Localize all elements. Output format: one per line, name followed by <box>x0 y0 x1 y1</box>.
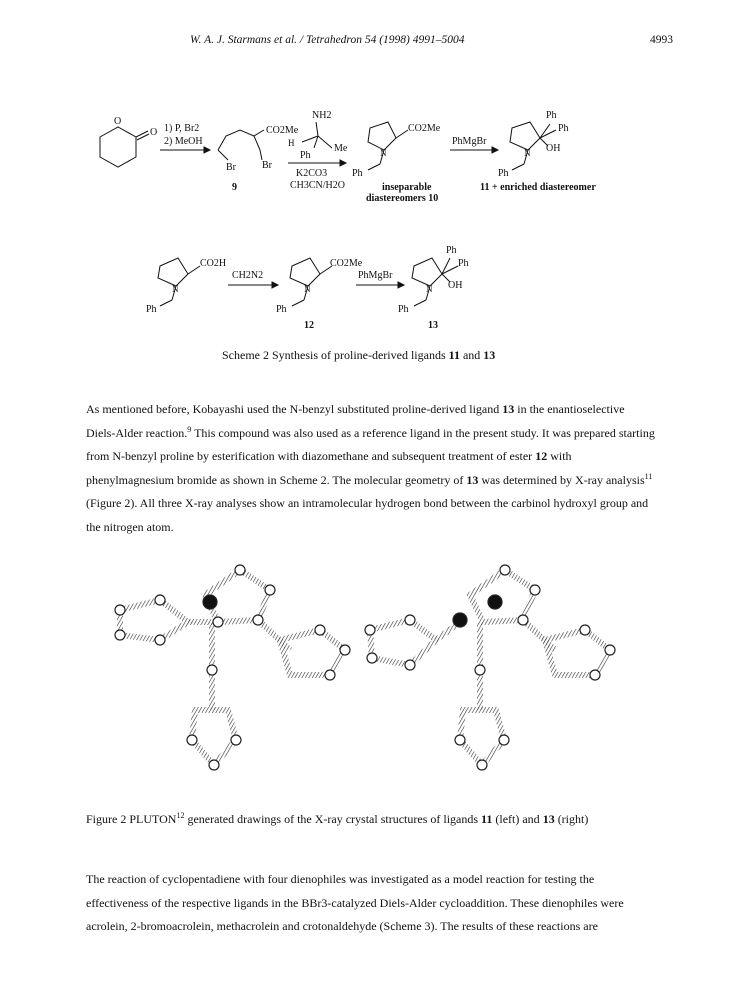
arrow-1 <box>160 147 210 153</box>
acid-n: N <box>172 284 179 294</box>
carbinol-11-oh: OH <box>546 143 561 154</box>
reagent-2a: K2CO3 <box>296 168 328 179</box>
amine-nh2: NH2 <box>312 110 332 121</box>
fig-caption-b: generated drawings of the X-ray crystal structures of ligands <box>184 812 482 826</box>
carbinol-13-ph1: Ph <box>446 245 457 256</box>
amine-ph: Ph <box>300 150 311 161</box>
scheme-caption-13: 13 <box>483 348 496 362</box>
p1-citation-11: 11 <box>644 471 653 481</box>
carbinol-13-ph2: Ph <box>458 258 469 269</box>
dibromo-ester-structure <box>218 125 299 193</box>
amine-h: H <box>288 138 295 148</box>
note-10b: diastereomers 10 <box>366 193 439 204</box>
fig-caption-13: 13 <box>542 812 555 826</box>
reagent-ch2n2: CH2N2 <box>232 270 264 281</box>
proline-ester-structure-12 <box>276 258 363 331</box>
carbinol-11-benzyl-ph: Ph <box>498 168 509 179</box>
arrow-5 <box>356 282 404 288</box>
ketone-o2-label: O <box>150 127 158 138</box>
note-11: 11 + enriched diastereomer <box>480 182 596 193</box>
reagent-2b: CH3CN/H2O <box>290 180 346 191</box>
carbinol-13-n: N <box>426 284 433 294</box>
amine-me: Me <box>334 143 348 154</box>
carbinol-13-oh: OH <box>448 280 463 291</box>
ester-9-br1: Br <box>262 160 272 171</box>
arrow-3 <box>450 147 498 153</box>
fig-caption-a: Figure 2 PLUTON <box>86 812 177 826</box>
carbinol-11-n: N <box>524 148 531 158</box>
carbinol-13-benzyl-ph: Ph <box>398 304 409 315</box>
scheme-2-caption <box>222 348 495 363</box>
p1-ref-13a: 13 <box>502 402 515 416</box>
note-10a: inseparable <box>382 182 432 193</box>
figure-2-caption <box>86 812 588 827</box>
ester-10-co2me: CO2Me <box>408 123 441 134</box>
reagent-1b: 2) MeOH <box>164 136 203 147</box>
carbinol-structure-11 <box>498 110 569 179</box>
p1-text-2: in the enantioselective Diels-Alder reaction. <box>86 402 625 440</box>
carbinol-11-ph2: Ph <box>558 123 569 134</box>
paragraph-1 <box>86 398 656 539</box>
proline-acid-structure <box>146 258 226 315</box>
reagent-phmgbr-2: PhMgBr <box>358 270 393 281</box>
crystal-structure-11 <box>115 565 350 770</box>
reagent-3: PhMgBr <box>452 136 487 147</box>
ester-10-ph: Ph <box>352 168 363 179</box>
acid-co2h: CO2H <box>200 258 227 269</box>
p1-text-1: As mentioned before, Kobayashi used the N-benzyl substituted proline-derived ligand <box>86 402 503 416</box>
running-head: W. A. J. Starmans et al. / Tetrahedron 54 (1998) 4991–5004 <box>190 34 465 46</box>
cyclic-ketone-structure <box>100 116 157 167</box>
ester-9-br2: Br <box>226 162 236 173</box>
scheme-2 <box>0 0 731 345</box>
carbinol-structure-13 <box>398 245 469 331</box>
scheme-caption-prefix: Scheme 2 Synthesis of proline-derived ligands <box>222 348 449 362</box>
fig-caption-d: (right) <box>554 812 589 826</box>
ester-12-ph: Ph <box>276 304 287 315</box>
p1-text-4: with phenylmagnesium bromide as shown in Scheme 2. The molecular geometry of <box>86 449 572 487</box>
arrow-2 <box>288 160 346 166</box>
compound-12-number: 12 <box>304 320 314 331</box>
p1-text-6: (Figure 2). All three X-ray analyses show an intramolecular hydrogen bond between the carbinol hydroxyl group and the nitrogen atom. <box>86 496 649 534</box>
p1-citation-9: 9 <box>187 424 192 434</box>
p1-ref-13b: 13 <box>466 472 479 487</box>
figure-2-crystal-structures <box>0 540 731 800</box>
scheme-caption-mid: and <box>459 348 484 362</box>
compound-9-number: 9 <box>232 182 237 193</box>
page-number: 4993 <box>650 34 673 46</box>
acid-ph: Ph <box>146 304 157 315</box>
ester-12-n: N <box>304 284 311 294</box>
p2-text: The reaction of cyclopentadiene with four dienophiles was investigated as a model reaction for testing the effectiveness of the respective ligands in the BBr3-catalyzed Diels-Alder cycloaddition. These dienophiles were acrolein, 2-bromoacrolein, methacrolein and crotonaldehyde (Scheme 3). The results of these reactions are <box>86 872 624 933</box>
ester-12-co2me: CO2Me <box>330 258 363 269</box>
fig-caption-c: (left) and <box>492 812 543 826</box>
p1-ref-12: 12 <box>535 449 548 463</box>
ketone-o-label: O <box>114 116 122 127</box>
crystal-structure-13 <box>365 565 615 770</box>
arrow-4 <box>228 282 278 288</box>
carbinol-11-ph1: Ph <box>546 110 557 121</box>
scheme-caption-11: 11 <box>448 348 460 362</box>
compound-13-number: 13 <box>428 320 438 331</box>
p1-text-3: This compound was also used as a reference ligand in the present study. It was prepared starting from N-benzyl proline by esterification with diazomethane and subsequent treatment of ester <box>86 425 655 463</box>
ester-10-n: N <box>380 148 387 158</box>
p1-text-5: was determined by X-ray analysis <box>478 472 645 487</box>
fig-caption-11: 11 <box>481 812 493 826</box>
ester-9-co2me: CO2Me <box>266 125 299 136</box>
reagent-1a: 1) P, Br2 <box>164 123 200 134</box>
proline-ester-structure-10 <box>352 122 441 179</box>
fig-citation-12: 12 <box>176 811 185 820</box>
paragraph-2 <box>86 868 656 939</box>
